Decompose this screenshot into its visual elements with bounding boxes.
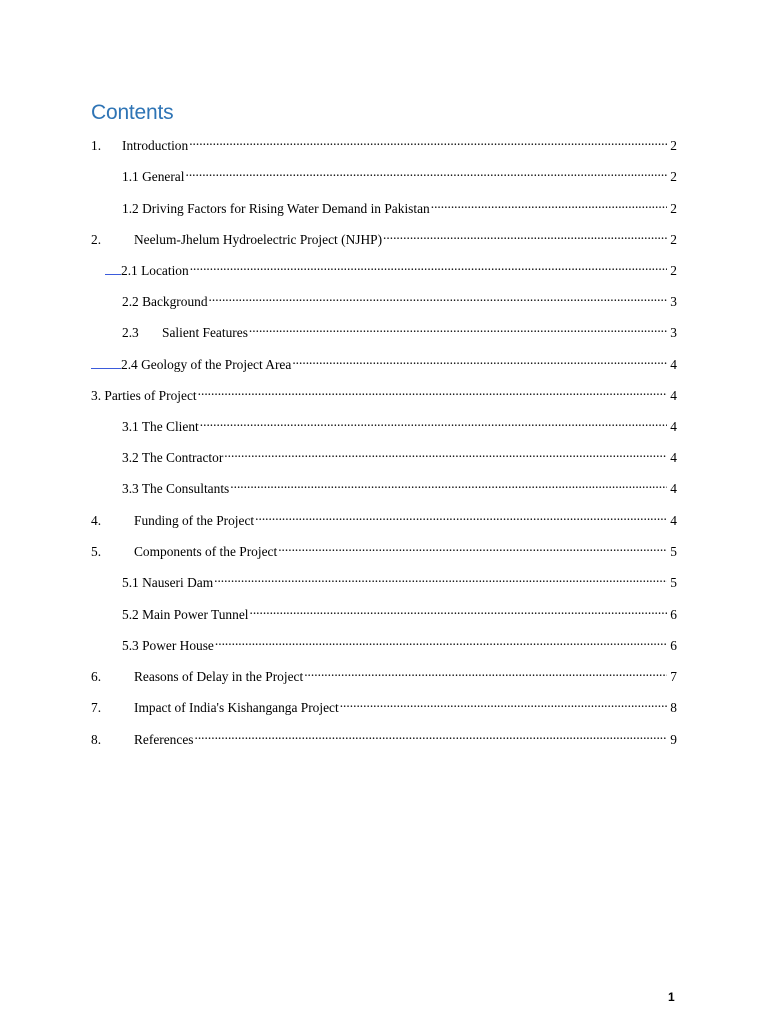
toc-entry-number: 6.	[91, 669, 102, 684]
toc-entry-title: 3. Parties of Project	[91, 388, 197, 403]
toc-entry-title: Reasons of Delay in the Project	[134, 669, 304, 684]
toc-leader-dots	[278, 538, 667, 556]
toc-leader-dots	[224, 444, 667, 462]
toc-leader-dots	[383, 226, 667, 244]
toc-leader-dots	[215, 632, 667, 650]
toc-underline-mark	[91, 355, 121, 369]
toc-entry-page: 4	[670, 513, 677, 528]
toc-entry[interactable]	[91, 632, 677, 653]
toc-entry-title: 3.2 The Contractor	[122, 450, 224, 465]
toc-entry-page: 6	[670, 638, 677, 653]
toc-entry[interactable]	[91, 601, 677, 622]
toc-leader-dots	[200, 413, 667, 431]
toc-leader-dots	[214, 569, 667, 587]
toc-entry-title: 1.1 General	[122, 169, 185, 184]
toc-entry-title: Neelum-Jhelum Hydroelectric Project (NJHP)	[134, 232, 383, 247]
toc-entry[interactable]	[91, 257, 677, 278]
toc-entry[interactable]	[91, 195, 677, 216]
toc-entry[interactable]	[91, 538, 677, 559]
toc-leader-dots	[190, 257, 667, 275]
toc-entry-title: 1.2 Driving Factors for Rising Water Demand in Pakistan	[122, 201, 430, 216]
toc-leader-dots	[185, 163, 667, 181]
toc-entry-page: 4	[670, 419, 677, 434]
toc-entry[interactable]	[91, 163, 677, 184]
toc-entry-page: 2	[670, 138, 677, 153]
toc-entry-number: 4.	[91, 513, 102, 528]
toc-entry[interactable]	[91, 475, 677, 496]
toc-entry-page: 7	[670, 669, 677, 684]
toc-entry[interactable]	[91, 288, 677, 309]
toc-entry-title: 3.3 The Consultants	[122, 481, 230, 496]
toc-entry-page: 8	[670, 700, 677, 715]
toc-entry-title: Introduction	[122, 138, 189, 153]
toc-entry-page: 4	[670, 450, 677, 465]
toc-entry-number: 7.	[91, 700, 102, 715]
toc-entry-title: 2.4 Geology of the Project Area	[121, 357, 292, 372]
toc-leader-dots	[292, 351, 667, 369]
toc-entry-page: 5	[670, 544, 677, 559]
toc-entry[interactable]	[91, 444, 677, 465]
toc-entry-page: 4	[670, 481, 677, 496]
toc-entry[interactable]	[91, 507, 677, 528]
toc-leader-dots	[189, 132, 667, 150]
toc-entry-title: 2.2 Background	[122, 294, 208, 309]
toc-leader-dots	[340, 694, 667, 712]
toc-entry-page: 3	[670, 325, 677, 340]
toc-entry-title: Impact of India's Kishanganga Project	[134, 700, 339, 715]
toc-entry-title: 5.1 Nauseri Dam	[122, 575, 214, 590]
toc-leader-dots	[249, 319, 667, 337]
toc-entry-page: 2	[670, 201, 677, 216]
toc-entry-title: 5.3 Power House	[122, 638, 214, 653]
toc-leader-dots	[304, 663, 667, 681]
toc-entry-number: 5.	[91, 544, 102, 559]
toc-leader-dots	[209, 288, 667, 306]
toc-entry[interactable]	[91, 726, 677, 747]
toc-entry-title: 3.1 The Client	[122, 419, 199, 434]
toc-entry-title: Funding of the Project	[134, 513, 255, 528]
toc-entry-number: 8.	[91, 732, 102, 747]
toc-entry-number: 2.	[91, 232, 102, 247]
toc-entry[interactable]	[91, 382, 677, 403]
toc-leader-dots	[230, 475, 667, 493]
toc-entry-page: 9	[670, 732, 677, 747]
toc-entry-page: 2	[670, 263, 677, 278]
toc-entry[interactable]	[91, 226, 677, 247]
toc-heading: Contents	[91, 101, 174, 124]
toc-entry-title: References	[134, 732, 194, 747]
toc-entry[interactable]	[91, 132, 677, 153]
toc-entry[interactable]	[91, 569, 677, 590]
page-number: 1	[668, 990, 675, 1004]
toc-entry-title: Salient Features	[162, 325, 248, 340]
toc-entry-page: 3	[670, 294, 677, 309]
toc-entry-title: Components of the Project	[134, 544, 278, 559]
toc-entry-number: 1.	[91, 138, 102, 153]
toc-leader-dots	[249, 601, 667, 619]
toc-leader-dots	[194, 726, 667, 744]
toc-entry[interactable]	[91, 351, 677, 372]
toc-underline-mark	[105, 261, 121, 275]
toc-entry[interactable]	[91, 694, 677, 715]
toc-leader-dots	[255, 507, 667, 525]
toc-entry[interactable]	[91, 663, 677, 684]
toc-entry-number: 2.3	[122, 325, 139, 340]
toc-entry-page: 4	[670, 357, 677, 372]
toc-entry-page: 6	[670, 607, 677, 622]
toc-entry-title: 2.1 Location	[121, 263, 189, 278]
toc-entry-title: 5.2 Main Power Tunnel	[122, 607, 249, 622]
toc-entry[interactable]	[91, 413, 677, 434]
toc-leader-dots	[198, 382, 667, 400]
toc-leader-dots	[431, 195, 667, 213]
toc-entry-page: 4	[670, 388, 677, 403]
toc-entry-page: 2	[670, 169, 677, 184]
toc-entry-page: 5	[670, 575, 677, 590]
toc-entry-page: 2	[670, 232, 677, 247]
toc-entry[interactable]	[91, 319, 677, 340]
